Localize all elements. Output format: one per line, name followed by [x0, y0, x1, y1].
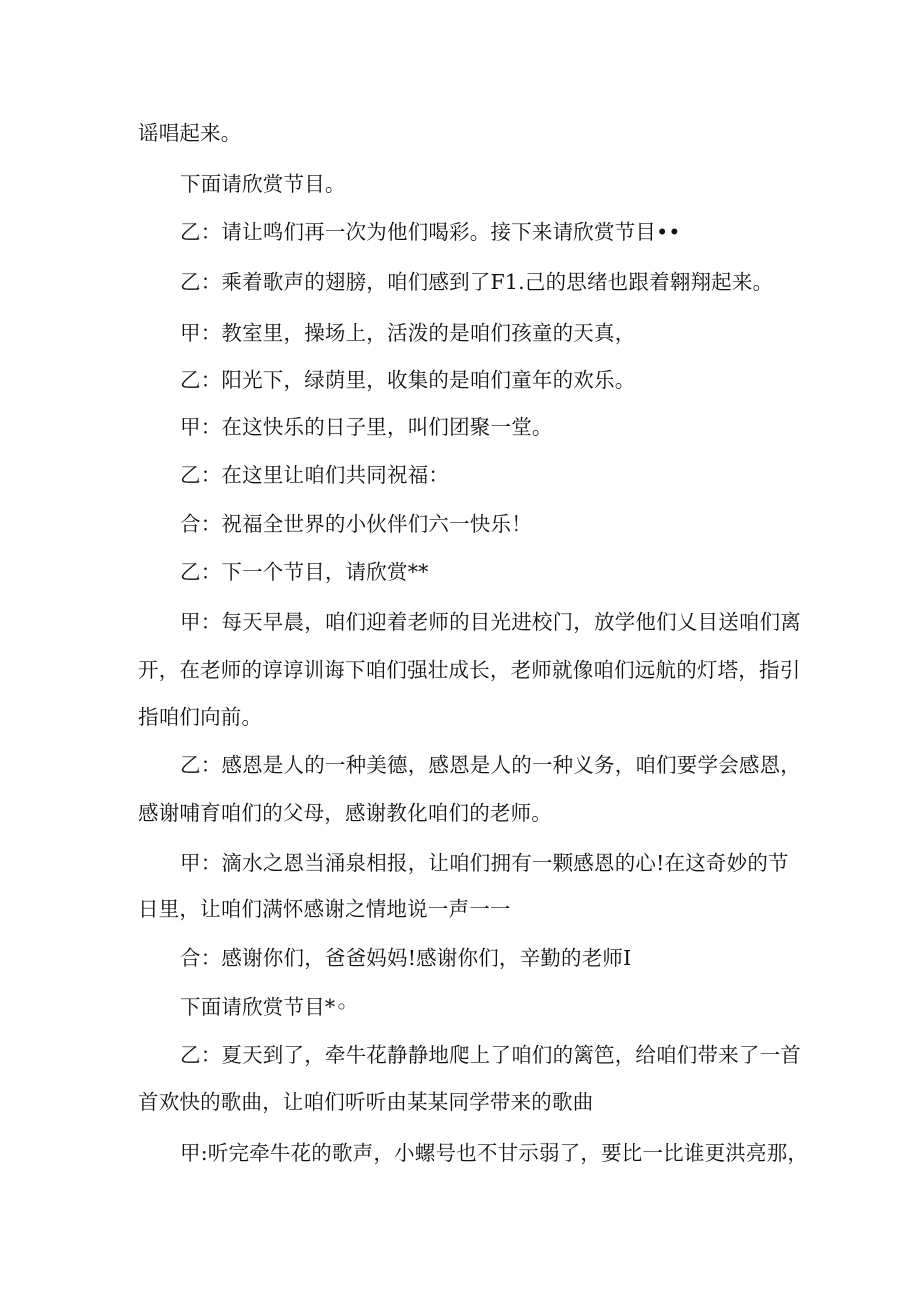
- text-line: 甲：滴水之恩当涌泉相报，让咱们拥有一颗感恩的心!在这奇妙的节: [180, 851, 789, 875]
- text-line: 乙：阳光下，绿荫里，收集的是咱们童年的欢乐。: [180, 368, 636, 392]
- text-line: 首欢快的歌曲，让咱们听听由某某同学带来的歌曲: [138, 1090, 594, 1114]
- text-line: 开，在老师的谆谆训诲下咱们强壮成长，老师就像咱们远航的灯塔，指引: [138, 658, 801, 682]
- text-line: 甲：每天早晨，咱们迎着老师的目光进校门，放学他们乂目送咱们离: [180, 610, 801, 634]
- text-line: 日里，让咱们满怀感谢之情地说一声一一: [138, 897, 511, 921]
- text-line: 合：祝福全世界的小伙伴们六一快乐！: [180, 512, 532, 536]
- text-line: 甲:听完牵牛花的歌声，小螺号也不甘示弱了，要比一比谁更洪亮那，: [180, 1141, 809, 1165]
- text-line: 谣唱起来。: [138, 121, 242, 145]
- text-line: 下面请欣赏节目*◦: [180, 995, 348, 1019]
- text-line: 下面请欣赏节目。: [180, 172, 346, 196]
- text-line: 指咱们向前。: [138, 705, 263, 729]
- text-line: 乙：感恩是人的一种美德，感恩是人的一种义务，咱们要学会感恩，: [180, 753, 801, 777]
- text-line: 感谢哺育咱们的父母，感谢教化咱们的老师。: [138, 801, 552, 825]
- text-line: 乙：下一个节目，请欣赏**: [180, 560, 429, 584]
- text-line: 合：感谢你们，爸爸妈妈!感谢你们，辛勤的老师I: [180, 946, 632, 970]
- text-line: 乙：夏天到了，牵牛花静静地爬上了咱们的篱笆，给咱们带来了一首: [180, 1043, 801, 1067]
- text-line: 乙：在这里让咱们共同祝福：: [180, 463, 450, 487]
- text-line: 甲：教室里，操场上，活泼的是咱们孩童的天真，: [180, 321, 636, 345]
- text-line: 甲：在这快乐的日子里，叫们团聚一堂。: [180, 415, 553, 439]
- text-line: 乙：乘着歌声的翅膀，咱们感到了F1.己的思绪也跟着翱翔起来。: [180, 270, 774, 294]
- text-line: 乙：请让鸣们再一次为他们喝彩。接下来请欣赏节目••: [180, 220, 681, 244]
